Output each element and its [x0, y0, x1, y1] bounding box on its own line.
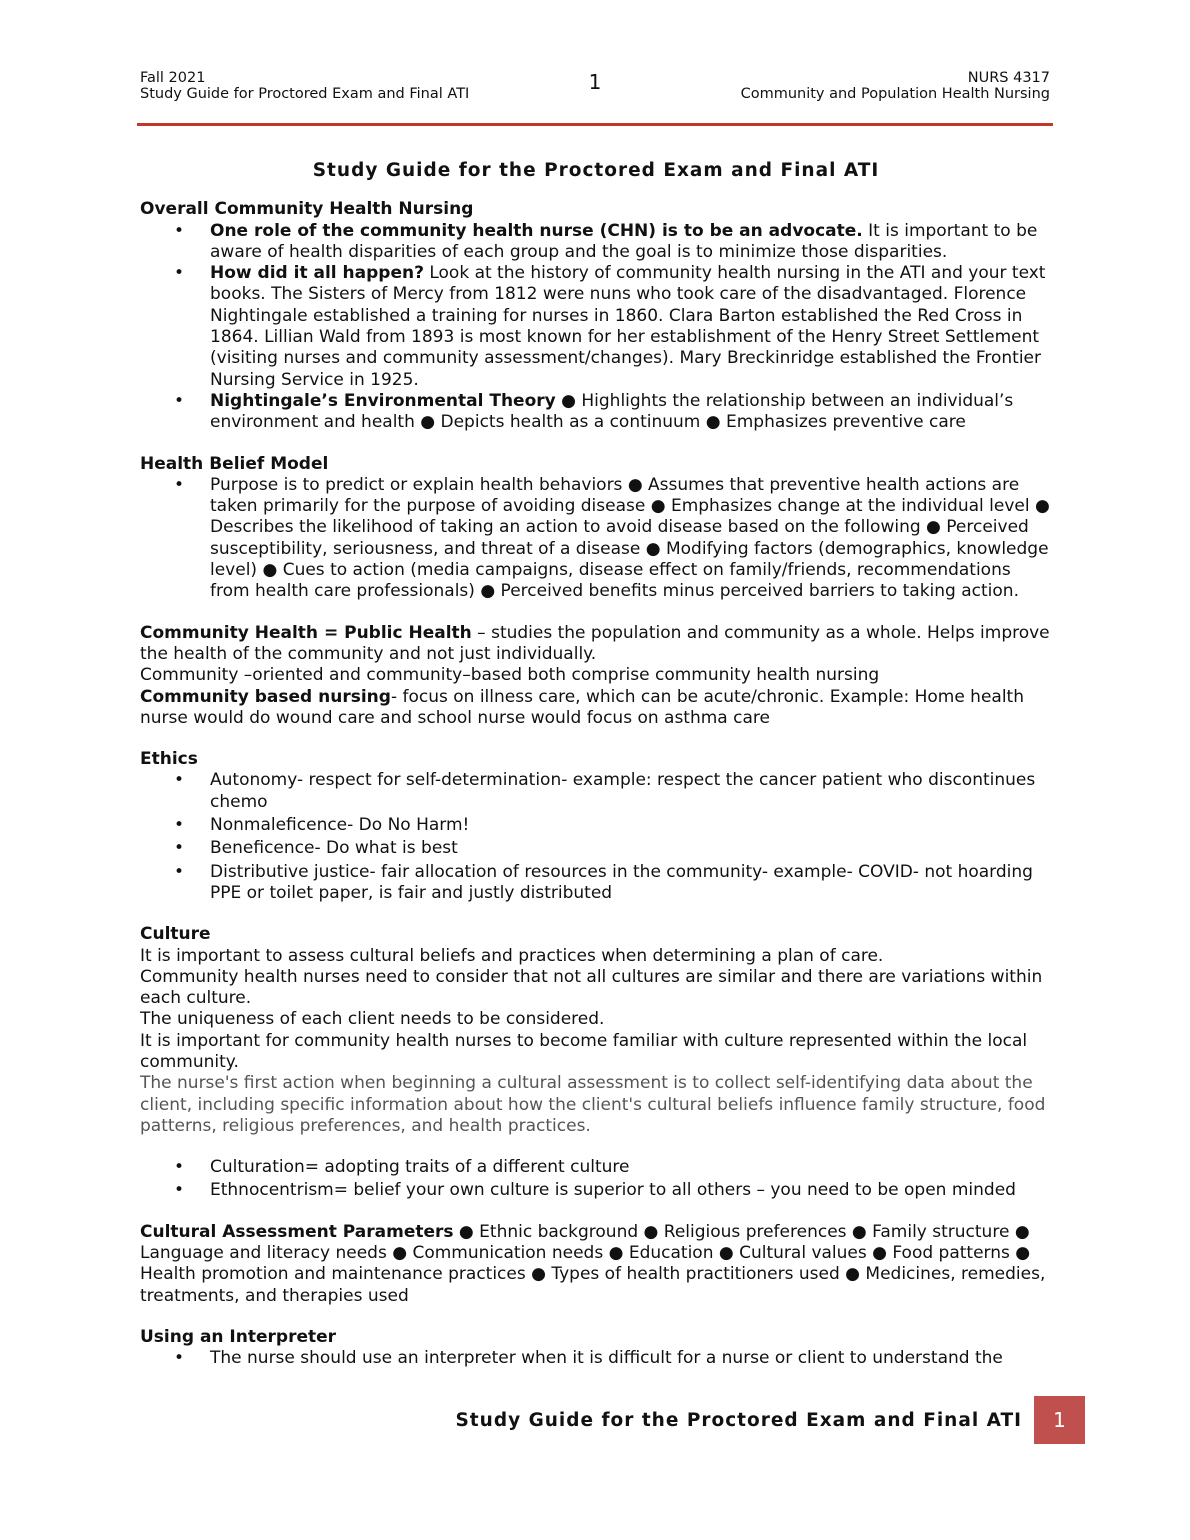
header-rule [137, 123, 1053, 126]
page-header [140, 68, 1050, 108]
cultural-assessment-paragraph [140, 1222, 1052, 1307]
community-based-paragraph [140, 687, 1052, 730]
list-item: • Autonomy- respect for self-determination- example: respect the cancer patient who discontinues chemo [210, 770, 1052, 813]
header-right [741, 70, 1050, 102]
bold-lead: Cultural Assessment Parameters [140, 1221, 454, 1242]
list-item: • Purpose is to predict or explain health behaviors ● Assumes that preventive health actions are taken primarily for the purpose of avoiding disease ● Emphasizes change at the individual level ● Describes the likelihood of taking an action to avoid disease based on the following ● Perceived susceptibility, seriousness, and threat of a disease ● Modifying factors (demographics, knowledge level) ● Cues to action (media campaigns, disease effect on family/friends, recommendations from health care professionals) ● Perceived benefits minus perceived barriers to taking action. [210, 475, 1052, 603]
list-item: • Culturation= adopting traits of a different culture [210, 1157, 1052, 1178]
culture-paragraph: It is important to assess cultural beliefs and practices when determining a plan of care. [140, 945, 884, 966]
list-item [210, 221, 1052, 264]
list-item [210, 263, 1052, 391]
list-item [210, 391, 1052, 434]
section-heading-culture: Culture [140, 924, 211, 945]
culture-paragraph: Community health nurses need to consider that not all cultures are similar and there are variations within each culture. [140, 966, 1043, 1009]
bold-lead: Community based nursing [140, 686, 391, 707]
list-item: • Distributive justice- fair allocation of resources in the community- example- COVID- not hoarding PPE or toilet paper, is fair and justly distributed [210, 862, 1052, 905]
document-body [140, 160, 1052, 1370]
item-text: ● Highlights the relationship between an individual’s environment and health ● Depicts health as a continuum ● Emphasizes preventive care [210, 390, 1014, 433]
bold-lead: Nightingale’s Environmental Theory [210, 390, 556, 411]
hbm-list [140, 475, 1052, 603]
bold-lead: One role of the community health nurse (CHN) is to be an advocate. [210, 220, 863, 241]
culture-paragraph: It is important for community health nurses to become familiar with culture represented within the local community. [140, 1030, 1028, 1072]
header-course-code: NURS 4317 [967, 70, 1050, 86]
culture-list [140, 1157, 1052, 1202]
overall-list [140, 221, 1052, 434]
document-title: Study Guide for the Proctored Exam and Final ATI [312, 160, 880, 181]
paragraph-text: ● Ethnic background ● Religious preferences ● Family structure ● Language and literacy needs ● Communication needs ● Education ● Cultural values ● Food patterns ● Health promotion and maintenance practices ● Types of health practitioners used ● Medicines, remedies, treatments, and therapies used [140, 1221, 1046, 1306]
section-heading-hbm: Health Belief Model [140, 453, 329, 474]
header-term: Fall 2021 [140, 70, 206, 86]
header-doc-name: Study Guide for Proctored Exam and Final ATI [140, 86, 470, 102]
bold-lead: Community Health = Public Health [140, 622, 472, 643]
list-item: • The nurse should use an interpreter when it is difficult for a nurse or client to understand the [210, 1348, 1052, 1369]
community-oriented-paragraph: Community –oriented and community–based both comprise community health nursing [140, 665, 880, 686]
footer-title: Study Guide for the Proctored Exam and Final ATI [455, 1410, 1022, 1431]
section-heading-interpreter: Using an Interpreter [140, 1326, 337, 1347]
header-left [140, 70, 469, 102]
item-text: It is important to be aware of health disparities of each group and the goal is to minimize those disparities. [210, 220, 1038, 262]
header-course-name: Community and Population Health Nursing [740, 86, 1050, 102]
section-heading-overall: Overall Community Health Nursing [140, 199, 474, 220]
culture-paragraph: The uniqueness of each client needs to be considered. [140, 1009, 605, 1030]
community-health-paragraph [140, 623, 1052, 666]
header-page-number: 1 [588, 70, 602, 94]
paragraph-text: - focus on illness care, which can be acute/chronic. Example: Home health nurse would do wound care and school nurse would focus on asthma care [140, 686, 1024, 728]
paragraph-text: – studies the population and community as a whole. Helps improve the health of the community and not just individually. [140, 622, 1050, 664]
bold-lead: How did it all happen? [210, 263, 424, 284]
ethics-list [140, 770, 1052, 904]
item-text: Look at the history of community health nursing in the ATI and your text books. The Sisters of Mercy from 1812 were nuns who took care of the disadvantaged. Florence Nightingale established a training for nurses in 1860. Clara Barton established the Red Cross in 1864. Lillian Wald from 1893 is most known for her establishment of the Henry Street Settlement (visiting nurses and community assessment/changes). Mary Breckinridge established the Frontier Nursing Service in 1925. [210, 263, 1046, 390]
list-item: • Ethnocentrism= belief your own culture is superior to all others – you need to be open minded [210, 1180, 1052, 1201]
list-item: • Beneficence- Do what is best [210, 838, 1052, 859]
interpreter-list [140, 1348, 1052, 1369]
list-item: • Nonmaleficence- Do No Harm! [210, 815, 1052, 836]
culture-paragraph: The nurse's first action when beginning a cultural assessment is to collect self-identifying data about the client, including specific information about how the client's cultural beliefs influence family structure, food patterns, religious preferences, and health practices. [140, 1073, 1046, 1136]
section-heading-ethics: Ethics [140, 749, 198, 770]
footer-page-number: 1 [1034, 1396, 1085, 1444]
